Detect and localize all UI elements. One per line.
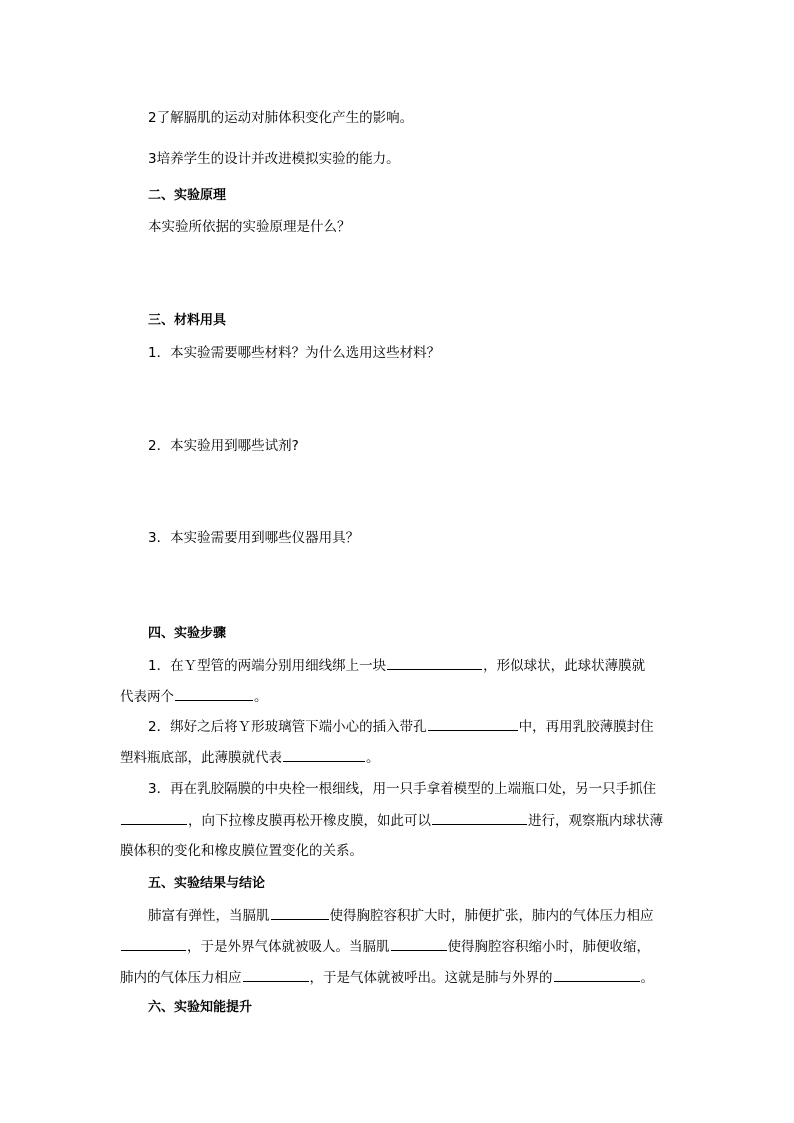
fill-blank[interactable] bbox=[283, 747, 365, 762]
step-2-text-c: 塑料瓶底部，此薄膜就代表 bbox=[120, 750, 282, 766]
result-text-c: ，于是外界气体就被吸人。当膈肌 bbox=[187, 939, 390, 955]
result-text-d: 使得胸腔容积缩小时，肺便收缩， bbox=[447, 939, 650, 955]
step-3-line-3: 膜体积的变化和橡皮膜位置变化的关系。 bbox=[120, 843, 363, 859]
result-line-1 bbox=[148, 905, 708, 926]
step-3-line-2 bbox=[120, 810, 680, 831]
section-heading-extension: 六、实验知能提升 bbox=[148, 1000, 253, 1015]
question-instruments: 3．本实验需要用到哪些仪器用具？ bbox=[148, 530, 360, 546]
step-2-text-d: 。 bbox=[366, 750, 380, 766]
fill-blank[interactable] bbox=[391, 936, 447, 951]
result-text-f: ，于是气体就被呼出。这就是肺与外界的 bbox=[309, 970, 553, 986]
step-2-text-b: 中，再用乳胶薄膜封住 bbox=[518, 719, 654, 735]
step-1-line-1 bbox=[148, 655, 708, 676]
step-2-line-1 bbox=[148, 716, 708, 737]
step-1-line-2 bbox=[120, 686, 680, 707]
step-2-line-2 bbox=[120, 747, 680, 768]
fill-blank[interactable] bbox=[387, 655, 482, 670]
step-3-text-b: ，向下拉橡皮膜再松开橡皮膜，如此可以 bbox=[188, 813, 431, 829]
step-1-text-a: 1．在Ｙ型管的两端分别用细线绑上一块 bbox=[148, 658, 387, 674]
question-materials: 1．本实验需要哪些材料？为什么选用这些材料？ bbox=[148, 345, 441, 361]
fill-blank[interactable] bbox=[554, 967, 640, 982]
fill-blank[interactable] bbox=[428, 716, 518, 731]
result-text-e: 肺内的气体压力相应 bbox=[120, 970, 242, 986]
section-heading-steps: 四、实验步骤 bbox=[148, 626, 227, 641]
step-1-text-b: ，形似球状，此球状薄膜就 bbox=[483, 658, 646, 674]
fill-blank[interactable] bbox=[271, 905, 329, 920]
question-reagents: 2．本实验用到哪些试剂? bbox=[148, 438, 299, 454]
section-heading-principle: 二、实验原理 bbox=[148, 188, 227, 203]
result-text-a: 肺富有弹性，当膈肌 bbox=[148, 908, 270, 924]
fill-blank[interactable] bbox=[243, 967, 309, 982]
result-text-b: 使得胸腔容积扩大时，肺便扩张，肺内的气体压力相应 bbox=[329, 908, 654, 924]
fill-blank[interactable] bbox=[432, 810, 527, 825]
step-2-text-a: 2．绑好之后将Ｙ形玻璃管下端小心的插入带孔 bbox=[148, 719, 427, 735]
question-principle: 本实验所依据的实验原理是什么？ bbox=[148, 219, 351, 235]
section-heading-materials: 三、材料用具 bbox=[148, 313, 227, 328]
step-3-line-1: 3．再在乳胶隔膜的中央栓一根细线，用一只手拿着模型的上端瓶口处，另一只手抓住 bbox=[148, 781, 657, 797]
result-line-3 bbox=[120, 967, 680, 988]
section-heading-results: 五、实验结果与结论 bbox=[148, 876, 266, 891]
fill-blank[interactable] bbox=[121, 810, 187, 825]
step-1-text-d: 。 bbox=[254, 689, 268, 705]
objective-3: 3培养学生的设计并改进模拟实验的能力。 bbox=[148, 151, 400, 167]
step-3-text-c: 进行，观察瓶内球状薄 bbox=[528, 813, 663, 829]
result-line-2 bbox=[120, 936, 680, 957]
result-text-g: 。 bbox=[640, 970, 654, 986]
fill-blank[interactable] bbox=[121, 936, 186, 951]
fill-blank[interactable] bbox=[175, 686, 253, 701]
step-1-text-c: 代表两个 bbox=[120, 689, 174, 705]
objective-2: 2了解膈肌的运动对肺体积变化产生的影响。 bbox=[148, 110, 414, 126]
